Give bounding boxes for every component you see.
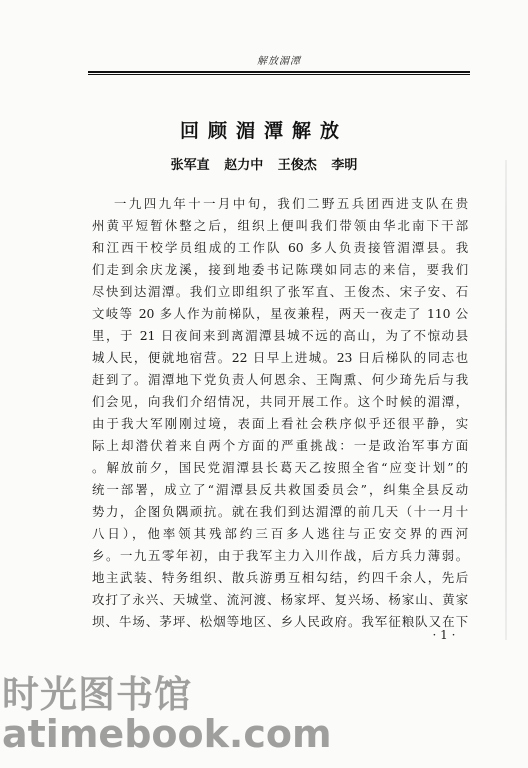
body-line: 赶到了。湄潭地下党负责人何恩余、王陶熏、何少琦先后与我 [92,372,468,387]
body-line: 文岐等 20 多人作为前梯队，星夜兼程，两天一夜走了 110 公 [92,306,468,321]
body-line: 尽快到达湄潭。我们立即组织了张军直、王俊杰、宋子安、石 [92,284,468,299]
article-title: 回顾湄潭解放 [179,120,348,142]
running-header [88,52,470,74]
header-rule [88,71,470,75]
body-line: 们会见，向我们介绍情况，共同开展工作。这个时候的湄潭， [92,394,468,409]
body-line: 一九四九年十一月中旬，我们二野五兵团西进支队在贵 [114,196,468,211]
author-name: 张军直 [170,158,210,173]
article-body [92,193,468,633]
author-name: 赵力中 [224,158,264,173]
body-line: 里，于 21 日夜间来到离湄潭县城不远的高山，为了不惊动县 [92,328,468,343]
body-line: 际上却潜伏着来自两个方面的严重挑战：一是政治军事方面 [92,438,468,453]
watermark-url: atimebook.com [2,712,332,756]
author-name: 王俊杰 [277,158,317,173]
scan-edge-shadow [505,160,507,640]
body-line: 势力，企图负隅顽抗。就在我们到达湄潭的前几天（十一月十 [92,504,468,519]
body-line: 们走到余庆龙溪，接到地委书记陈璞如同志的来信，要我们 [92,262,468,277]
body-line: 。解放前夕，国民党湄潭县长葛天乙按照全省“应变计划”的 [92,460,468,475]
body-line: 城人民，便就地宿营。22 日早上进城。23 日后梯队的同志也 [92,350,468,365]
watermark-library-name: 时光图书馆 [2,673,192,716]
author-list [0,154,528,173]
body-line: 和江西干校学员组成的工作队 60 多人负责接管湄潭县。我 [92,240,468,255]
page-number: · 1 · [432,628,456,642]
body-line: 由于我大军刚刚过境，表面上看社会秩序似乎还很平静，实 [92,416,468,431]
author-name: 李明 [331,158,358,173]
body-line: 地主武装、特务组织、散兵游勇互相勾结，约四千余人，先后 [92,570,468,585]
body-line: 攻打了永兴、天城堂、流河渡、杨家坪、复兴场、杨家山、黄家 [92,592,468,607]
body-line: 八日），他率领其残部约三百多人逃往与正安交界的西河 [92,526,468,541]
body-line: 州黄平短暂休整之后，组织上便叫我们带领由华北南下干部 [92,218,468,233]
body-line: 坝、牛场、茅坪、松烟等地区、乡人民政府。我军征粮队又在下 [92,614,468,629]
running-title: 解放湄潭 [257,56,301,67]
body-line: 统一部署，成立了“湄潭县反共救国委员会”，纠集全县反动 [92,482,468,497]
body-line: 乡。一九五零年初，由于我军主力入川作战，后方兵力薄弱。 [92,548,468,563]
